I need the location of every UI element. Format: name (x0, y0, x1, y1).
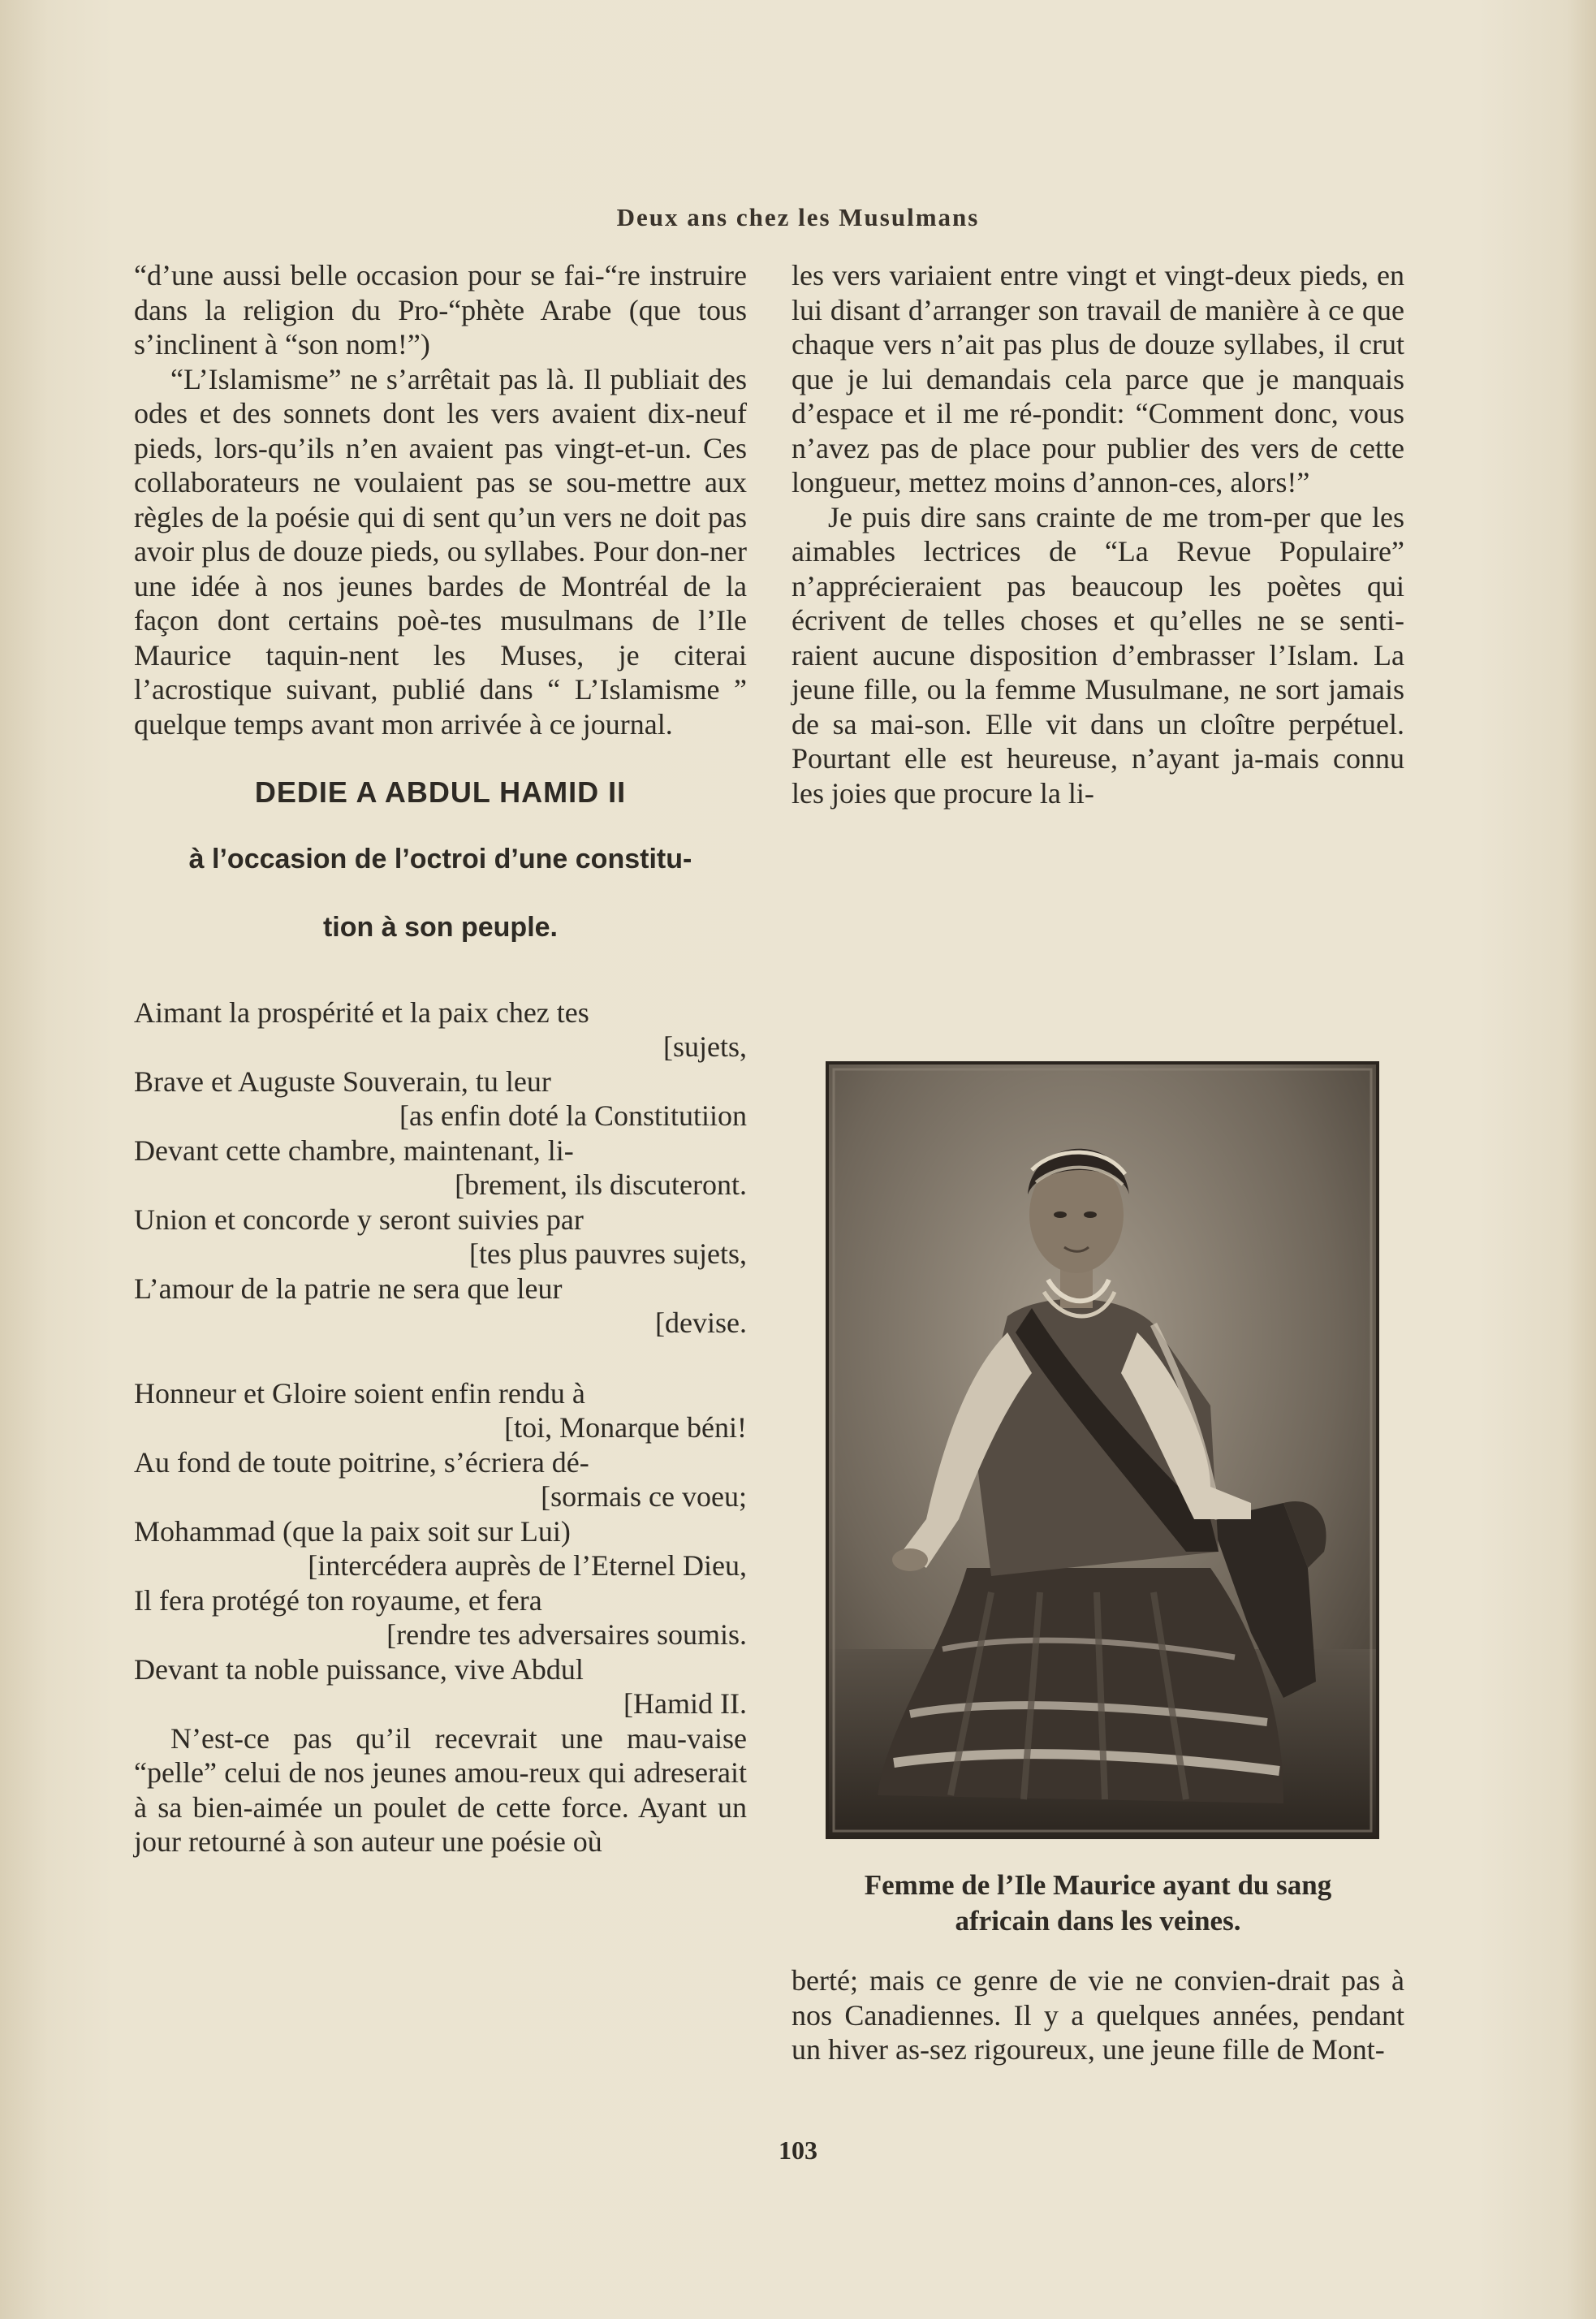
verse-line (134, 1514, 747, 1583)
poem-title: DEDIE A ABDUL HAMID II (254, 775, 627, 809)
poem-subtitle-line: tion à son peuple. (322, 911, 559, 943)
paragraph: berté; mais ce genre de vie ne convien-drait pas à nos Canadiennes. Il y a quelques années, pendant un hiver as-sez rigoureux, une jeune fille de Mont- (792, 1964, 1404, 2066)
verse-continuation: [rendre tes adversaires soumis. (386, 1618, 747, 1651)
verse-text: L’amour de la patrie ne sera que leur (134, 1272, 563, 1305)
verse-text: Union et concorde y seront suivies par (134, 1203, 584, 1236)
verse-text: Mohammad (que la paix soit sur Lui) (134, 1514, 571, 1548)
verse-line (134, 1064, 747, 1134)
verse-text: Honneur et Gloire soient enfin rendu à (134, 1376, 585, 1410)
verse-line (134, 1445, 747, 1514)
verse-text: Au fond de toute poitrine, s’écriera dé- (134, 1445, 589, 1479)
portrait-photograph (826, 1061, 1379, 1839)
verse-text: Devant cette chambre, maintenant, li- (134, 1134, 574, 1167)
caption-line: africain dans les veines. (955, 1905, 1241, 1937)
verse-continuation: [intercédera auprès de l’Eternel Dieu, (308, 1549, 747, 1582)
right-column (792, 258, 1404, 810)
verse-continuation: [toi, Monarque béni! (504, 1411, 747, 1444)
page-number: 103 (779, 2135, 817, 2165)
verse-line (134, 1272, 747, 1341)
verse-text: Devant ta noble puissance, vive Abdul (134, 1652, 584, 1686)
paragraph: N’est-ce pas qu’il recevrait une mau-vaise “pelle” celui de nos jeunes amou-reux qui adreserait à sa bien-aimée un poulet de cette force. Ayant un jour retourné à son auteur une poésie où (134, 1721, 747, 1858)
poem-subtitle (134, 825, 747, 961)
verse-line (134, 1652, 747, 1721)
paragraph: “L’Islamisme” ne s’arrêtait pas là. Il publiait des odes et des sonnets dont les vers avaient dix-neuf pieds, lors-qu’ils n’en avaient pas vingt-et-un. Ces collaborateurs ne voulaient pas se sou-mettre aux règles de la poésie qui di sent qu’un vers ne doit pas avoir plus de douze pieds, ou syllabes. Pour don-ner une idée à nos jeunes bardes de Montréal de la façon dont certains poè-tes musulmans de l’Ile Maurice taquin-nent les Muses, je citerai l’acrostique suivant, publié dans “ L’Islamisme ” quelque temps avant mon arrivée à ce journal. (134, 362, 747, 741)
verse-text: Brave et Auguste Souverain, tu leur (134, 1064, 551, 1098)
verse-text: Il fera protégé ton royaume, et fera (134, 1583, 542, 1617)
caption-line: Femme de l’Ile Maurice ayant du sang (864, 1869, 1332, 1901)
verse-line (134, 1583, 747, 1652)
paragraph: “d’une aussi belle occasion pour se fai-“re instruire dans la religion du Pro-“phète Arabe (que tous s’inclinent à “son nom!”) (134, 259, 747, 361)
poem-subtitle-line: à l’occasion de l’octroi d’une constitu- (188, 843, 692, 874)
poem-stanza (134, 1376, 747, 1721)
verse-text: Aimant la prospérité et la paix chez tes (134, 995, 589, 1029)
poem-stanza (134, 995, 747, 1341)
verse-line (134, 1134, 747, 1203)
paragraph: Je puis dire sans crainte de me trom-per que les aimables lectrices de “La Revue Populaire” n’apprécieraient pas beaucoup les poètes qui écrivent de telles choses et qu’elles ne se senti-raient aucune disposition d’embrasser l’Islam. La jeune fille, ou la femme Musulmane, ne sort jamais de sa mai-son. Elle vit dans un cloître perpétuel. Pourtant elle est heureuse, n’ayant ja-mais connu les joies que procure la li- (792, 500, 1404, 810)
verse-continuation: [tes plus pauvres sujets, (469, 1237, 747, 1270)
running-head: Deux ans chez les Musulmans (616, 203, 980, 231)
right-column-lower (792, 1963, 1404, 2067)
verse-continuation: [Hamid II. (623, 1687, 747, 1720)
left-column (134, 258, 747, 1859)
portrait-image (829, 1064, 1376, 1836)
verse-continuation: [as enfin doté la Constitutiion (399, 1099, 747, 1132)
paragraph: les vers variaient entre vingt et vingt-deux pieds, en lui disant d’arranger son travail de manière à ce que chaque vers n’ait pas plus de douze syllabes, il crut que je lui demandais cela parce que je manquais d’espace et il me ré-pondit: “Comment donc, vous n’avez pas de place pour publier des vers de cette longueur, mettez moins d’annon-ces, alors!” (792, 259, 1404, 499)
verse-line (134, 995, 747, 1064)
verse-continuation: [devise. (655, 1306, 747, 1339)
photo-caption (792, 1868, 1404, 1939)
verse-line (134, 1376, 747, 1445)
verse-continuation: [brement, ils discuteront. (455, 1168, 747, 1201)
verse-line (134, 1203, 747, 1272)
verse-continuation: [sormais ce voeu; (541, 1480, 747, 1513)
verse-continuation: [sujets, (663, 1030, 747, 1063)
